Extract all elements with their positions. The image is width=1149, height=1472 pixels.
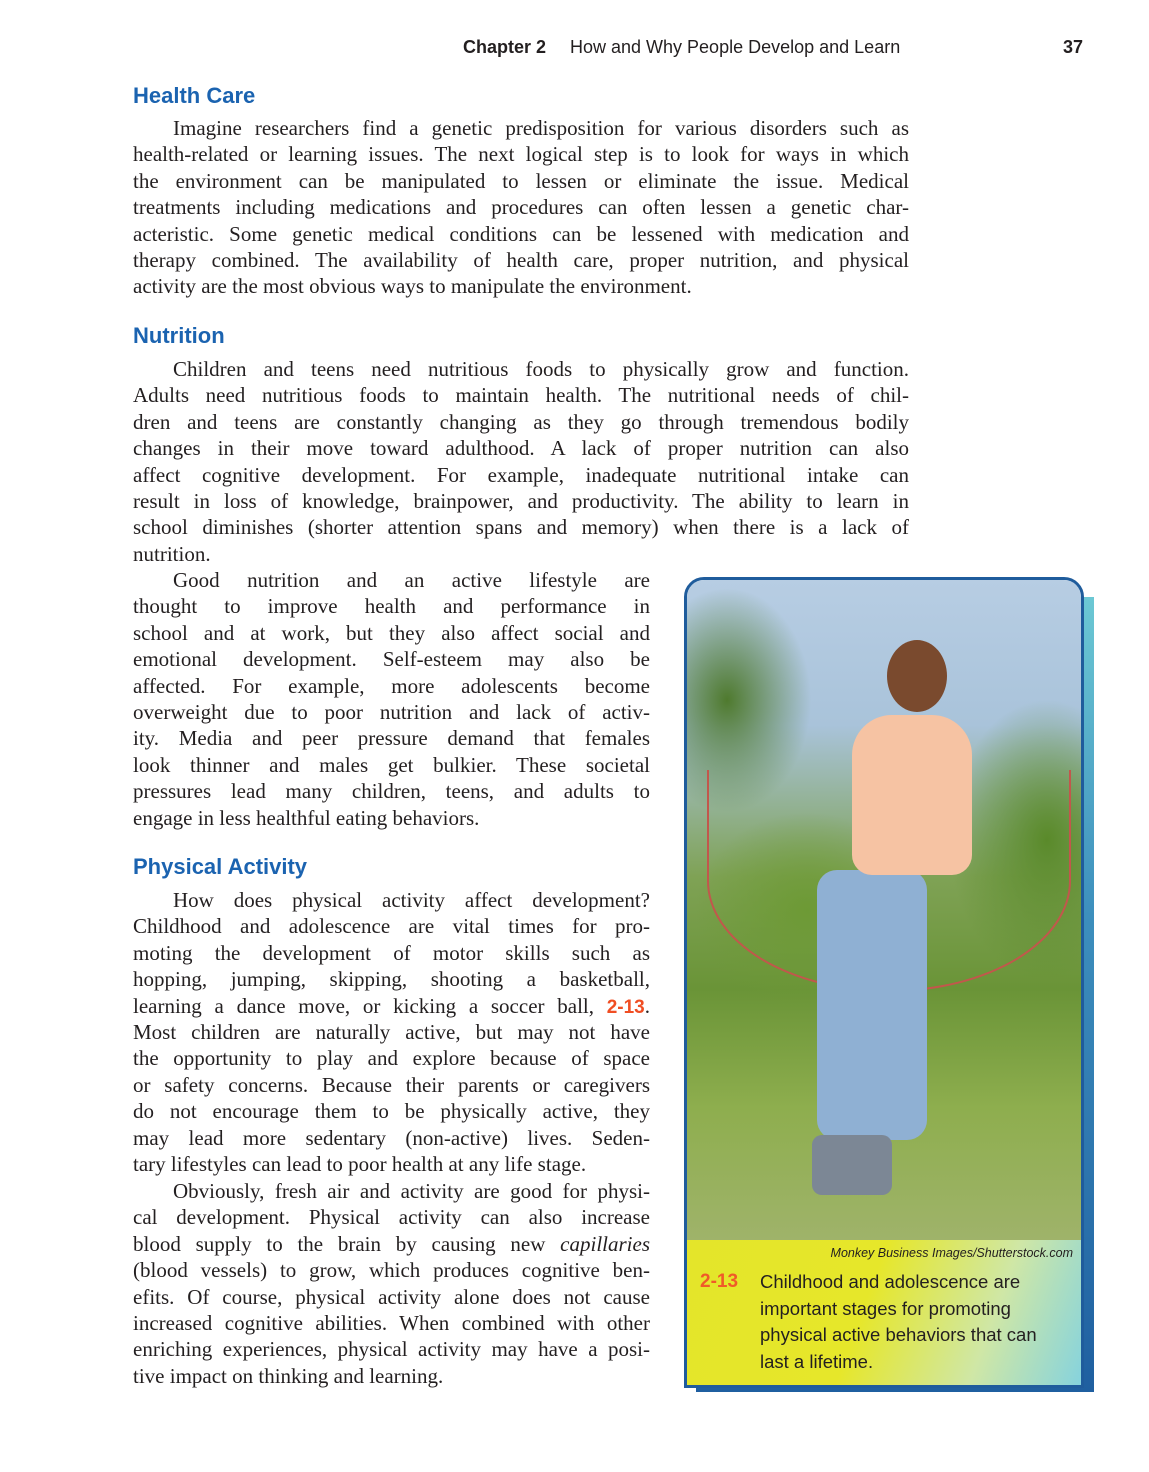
text-segment: blood supply to the brain by causing new (133, 1231, 561, 1256)
heading-physical-activity: Physical Activity (133, 854, 308, 879)
text-segment: learning a dance move, or kicking a soccer ball, (133, 993, 607, 1018)
photo-girl-jumping-rope (687, 580, 1081, 1240)
text-line: thought to improve health and performance in (133, 594, 650, 619)
text-line: efits. Of course, physical activity alone does not cause (133, 1284, 650, 1309)
caption-text (760, 1269, 1070, 1375)
girl-shirt (852, 715, 972, 875)
text-line: Adults need nutritious foods to maintain health. The nutritional needs of chil- (133, 383, 909, 408)
figure-caption (687, 1240, 1081, 1385)
text-line: the environment can be manipulated to lessen or eliminate the issue. Medical (133, 168, 909, 193)
page-number: 37 (1063, 37, 1084, 57)
text-line: Most children are naturally active, but may not have (133, 1019, 650, 1044)
paragraph-physical-activity-1 (133, 887, 650, 1177)
text-line: Childhood and adolescence are vital times for pro- (133, 914, 650, 939)
text-segment: . (644, 993, 650, 1018)
text-line: school diminishes (shorter attention spans and memory) when there is a lack of (133, 515, 909, 540)
text-line: affect cognitive development. For example, inadequate nutritional intake can (133, 462, 909, 487)
text-line: treatments including medications and procedures can often lessen a genetic char- (133, 195, 909, 220)
text-line: dren and teens are constantly changing as they go through tremendous bodily (133, 409, 909, 434)
girl-head (887, 640, 947, 712)
text-line: activity are the most obvious ways to manipulate the environment. (133, 274, 692, 299)
text-line: Obviously, fresh air and activity are good for physi- (173, 1179, 650, 1203)
heading-health-care: Health Care (133, 83, 256, 108)
text-line: enriching experiences, physical activity may have a posi- (133, 1337, 650, 1362)
chapter-title: How and Why People Develop and Learn (570, 37, 901, 57)
paragraph-health-care (133, 115, 909, 300)
text-line (133, 1231, 650, 1257)
text-line: nutrition. (133, 541, 211, 566)
text-line: changes in their move toward adulthood. A lack of proper nutrition can also (133, 436, 909, 461)
text-line: result in loss of knowledge, brainpower, and productivity. The ability to learn in (133, 488, 909, 513)
text-line: or safety concerns. Because their parents or caregivers (133, 1072, 650, 1097)
text-line: ity. Media and peer pressure demand that females (133, 726, 650, 751)
text-line: Children and teens need nutritious foods to physically grow and function. (173, 357, 909, 381)
figure-reference-link[interactable]: 2-13 (606, 996, 645, 1018)
text-line: engage in less healthful eating behaviors. (133, 805, 480, 830)
text-line: moting the development of motor skills such as (133, 940, 650, 965)
text-line: acteristic. Some genetic medical conditions can be lessened with medication and (133, 221, 909, 246)
text-line: affected. For example, more adolescents become (133, 673, 650, 698)
caption-line: important stages for promoting (760, 1297, 1011, 1319)
text-line: tary lifestyles can lead to poor health at any life stage. (133, 1151, 587, 1176)
text-line: Good nutrition and an active lifestyle are (173, 568, 650, 592)
text-line: Imagine researchers find a genetic predisposition for various disorders such as (173, 116, 909, 140)
text-line: do not encourage them to be physically active, they (133, 1099, 650, 1124)
caption-line: last a lifetime. (760, 1350, 874, 1372)
figure-number: 2-13 (700, 1271, 739, 1292)
paragraph-nutrition-1 (133, 356, 909, 567)
text-line: tive impact on thinking and learning. (133, 1363, 444, 1388)
text-line: How does physical activity affect development? (173, 888, 650, 912)
italic-term: capillaries (560, 1231, 650, 1256)
photo-credit: Monkey Business Images/Shutterstock.com (830, 1246, 1073, 1260)
text-line: the opportunity to play and explore because of space (133, 1046, 650, 1071)
chapter-label: Chapter 2 (463, 37, 547, 57)
heading-nutrition: Nutrition (133, 323, 225, 348)
girl-shoes (812, 1135, 892, 1195)
text-line: hopping, jumping, skipping, shooting a basketball, (133, 967, 650, 992)
text-line: school and at work, but they also affect social and (133, 620, 650, 645)
figure-2-13 (684, 577, 1084, 1388)
text-line: may lead more sedentary (non-active) lives. Seden- (133, 1125, 650, 1150)
text-line: pressures lead many children, teens, and adults to (133, 779, 650, 804)
text-line: (blood vessels) to grow, which produces cognitive ben- (133, 1258, 650, 1283)
text-line: therapy combined. The availability of health care, proper nutrition, and physical (133, 247, 909, 272)
text-line (133, 993, 650, 1019)
paragraph-nutrition-2 (133, 567, 650, 831)
text-line: cal development. Physical activity can also increase (133, 1205, 650, 1230)
text-line: health-related or learning issues. The next logical step is to look for ways in which (133, 142, 909, 167)
girl-jeans (817, 870, 927, 1140)
caption-line: physical active behaviors that can (760, 1324, 1037, 1345)
caption-line: Childhood and adolescence are (760, 1271, 1021, 1292)
text-line: increased cognitive abilities. When combined with other (133, 1310, 650, 1335)
text-line: emotional development. Self-esteem may also be (133, 647, 650, 672)
text-line: overweight due to poor nutrition and lack of activ- (133, 699, 650, 724)
paragraph-physical-activity-2 (133, 1178, 650, 1389)
text-line: look thinner and males get bulkier. These societal (133, 752, 650, 777)
